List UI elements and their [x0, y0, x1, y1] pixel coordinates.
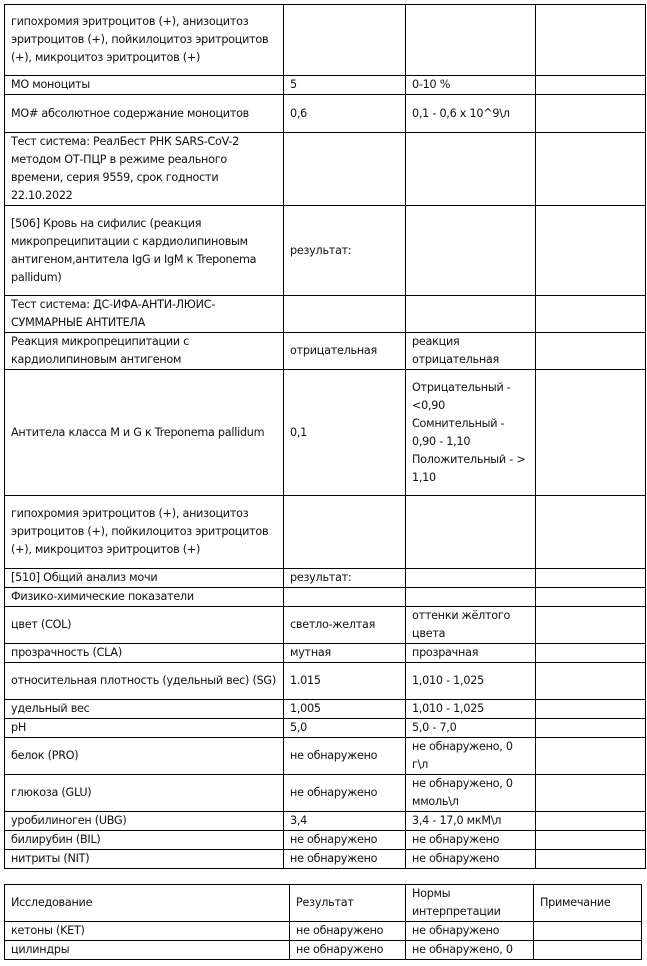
- table-row: [5, 296, 646, 333]
- result-cell: 5,0: [284, 719, 406, 738]
- norm-cell: [406, 133, 536, 206]
- table-row: [5, 588, 646, 607]
- test-name-cell: pH: [5, 719, 284, 738]
- norm-cell: [406, 496, 536, 569]
- norm-cell: [406, 296, 536, 333]
- result-cell: [284, 133, 406, 206]
- table-row: [5, 775, 646, 812]
- table-row: [5, 850, 646, 869]
- result-cell: 1,005: [284, 700, 406, 719]
- result-cell: не обнаружено: [290, 941, 406, 960]
- table-row: [5, 738, 646, 775]
- table-row: [5, 812, 646, 831]
- note-cell: [536, 700, 646, 719]
- table-row: [5, 644, 646, 663]
- note-cell: [536, 496, 646, 569]
- table-row: [5, 5, 646, 76]
- test-name-cell: Тест система: ДС-ИФА-АНТИ-ЛЮИС-СУММАРНЫЕ АНТИТЕЛА: [5, 296, 284, 333]
- note-cell: [536, 76, 646, 95]
- test-name-cell: Тест система: РеалБест РНК SARS-CoV-2 методом ОТ-ПЦР в режиме реального времени, серия 9559, срок годности 22.10.2022: [5, 133, 284, 206]
- test-name-cell: МО моноциты: [5, 76, 284, 95]
- note-cell: [536, 5, 646, 76]
- test-name-cell: Физико-химические показатели: [5, 588, 284, 607]
- norm-cell: [406, 588, 536, 607]
- test-name-cell: белок (PRO): [5, 738, 284, 775]
- test-name-cell: прозрачность (CLA): [5, 644, 284, 663]
- table-row: [5, 607, 646, 644]
- norm-cell: [406, 569, 536, 588]
- table-row: [5, 370, 646, 496]
- note-cell: [536, 831, 646, 850]
- note-cell: [536, 588, 646, 607]
- test-name-cell: Антитела класса M и G к Treponema pallidum: [5, 370, 284, 496]
- table-row: [5, 133, 646, 206]
- result-cell: не обнаружено: [284, 738, 406, 775]
- result-cell: 5: [284, 76, 406, 95]
- note-cell: [536, 812, 646, 831]
- norm-cell: не обнаружено, 0: [406, 941, 534, 960]
- test-name-cell: уробилиноген (UBG): [5, 812, 284, 831]
- table-row: [5, 333, 646, 370]
- header-note: Примечание: [534, 885, 642, 922]
- note-cell: [536, 296, 646, 333]
- result-cell: 1.015: [284, 663, 406, 700]
- result-cell: отрицательная: [284, 333, 406, 370]
- result-cell: не обнаружено: [284, 775, 406, 812]
- table-row: [5, 831, 646, 850]
- norm-cell: [406, 206, 536, 296]
- result-cell: [284, 588, 406, 607]
- note-cell: [536, 206, 646, 296]
- header-norms: Нормы интерпретации: [406, 885, 534, 922]
- result-cell: 0,6: [284, 95, 406, 133]
- result-cell: не обнаружено: [290, 922, 406, 941]
- result-cell: светло-желтая: [284, 607, 406, 644]
- note-cell: [536, 738, 646, 775]
- note-cell: [536, 607, 646, 644]
- norm-cell: прозрачная: [406, 644, 536, 663]
- norm-cell: не обнаружено: [406, 850, 536, 869]
- norm-cell: Отрицательный - <0,90 Сомнительный - 0,90 - 1,10 Положительный - > 1,10: [406, 370, 536, 496]
- note-cell: [534, 922, 642, 941]
- table-row: [5, 941, 642, 960]
- norm-cell: реакция отрицательная: [406, 333, 536, 370]
- test-name-cell: [506] Кровь на сифилис (реакция микропреципитации с кардиолипиновым антигеном,антитела IgG и IgM к Treponema pallidum): [5, 206, 284, 296]
- test-name-cell: билирубин (BIL): [5, 831, 284, 850]
- note-cell: [536, 333, 646, 370]
- test-name-cell: [510] Общий анализ мочи: [5, 569, 284, 588]
- test-name-cell: кетоны (KET): [5, 922, 290, 941]
- result-cell: [284, 296, 406, 333]
- result-cell: 0,1: [284, 370, 406, 496]
- table-row: [5, 496, 646, 569]
- norm-cell: не обнаружено, 0 ммоль\л: [406, 775, 536, 812]
- norm-cell: 1,010 - 1,025: [406, 700, 536, 719]
- test-name-cell: цвет (COL): [5, 607, 284, 644]
- norm-cell: [406, 5, 536, 76]
- result-cell: [284, 496, 406, 569]
- result-cell: результат:: [284, 206, 406, 296]
- table-row: [5, 569, 646, 588]
- norm-cell: 1,010 - 1,025: [406, 663, 536, 700]
- header-result: Результат: [290, 885, 406, 922]
- note-cell: [536, 370, 646, 496]
- result-cell: 3,4: [284, 812, 406, 831]
- norm-cell: не обнаружено: [406, 831, 536, 850]
- note-cell: [536, 663, 646, 700]
- table-row: [5, 700, 646, 719]
- result-cell: мутная: [284, 644, 406, 663]
- table-row: [5, 663, 646, 700]
- header-row: [5, 885, 642, 922]
- result-cell: не обнаружено: [284, 850, 406, 869]
- norm-cell: не обнаружено: [406, 922, 534, 941]
- note-cell: [536, 644, 646, 663]
- test-name-cell: гипохромия эритроцитов (+), анизоцитоз эритроцитов (+), пойкилоцитоз эритроцитов (+), микроцитоз эритроцитов (+): [5, 5, 284, 76]
- table-row: [5, 76, 646, 95]
- note-cell: [536, 95, 646, 133]
- note-cell: [536, 569, 646, 588]
- test-name-cell: цилиндры: [5, 941, 290, 960]
- result-cell: [284, 5, 406, 76]
- note-cell: [536, 850, 646, 869]
- test-name-cell: относительная плотность (удельный вес) (SG): [5, 663, 284, 700]
- table-row: [5, 922, 642, 941]
- norm-cell: 5,0 - 7,0: [406, 719, 536, 738]
- results-table-continued: [4, 884, 642, 960]
- result-cell: не обнаружено: [284, 831, 406, 850]
- norm-cell: не обнаружено, 0 г\л: [406, 738, 536, 775]
- table-row: [5, 95, 646, 133]
- header-study: Исследование: [5, 885, 290, 922]
- note-cell: [536, 719, 646, 738]
- test-name-cell: Реакция микропреципитации с кардиолипиновым антигеном: [5, 333, 284, 370]
- test-name-cell: нитриты (NIT): [5, 850, 284, 869]
- test-name-cell: удельный вес: [5, 700, 284, 719]
- note-cell: [534, 941, 642, 960]
- test-name-cell: глюкоза (GLU): [5, 775, 284, 812]
- table-row: [5, 719, 646, 738]
- result-cell: результат:: [284, 569, 406, 588]
- norm-cell: 0,1 - 0,6 х 10^9\л: [406, 95, 536, 133]
- norm-cell: 0-10 %: [406, 76, 536, 95]
- norm-cell: 3,4 - 17,0 мкМ\л: [406, 812, 536, 831]
- results-table: [4, 4, 646, 869]
- table-row: [5, 206, 646, 296]
- note-cell: [536, 133, 646, 206]
- note-cell: [536, 775, 646, 812]
- test-name-cell: МО# абсолютное содержание моноцитов: [5, 95, 284, 133]
- norm-cell: оттенки жёлтого цвета: [406, 607, 536, 644]
- test-name-cell: гипохромия эритроцитов (+), анизоцитоз эритроцитов (+), пойкилоцитоз эритроцитов (+), микроцитоз эритроцитов (+): [5, 496, 284, 569]
